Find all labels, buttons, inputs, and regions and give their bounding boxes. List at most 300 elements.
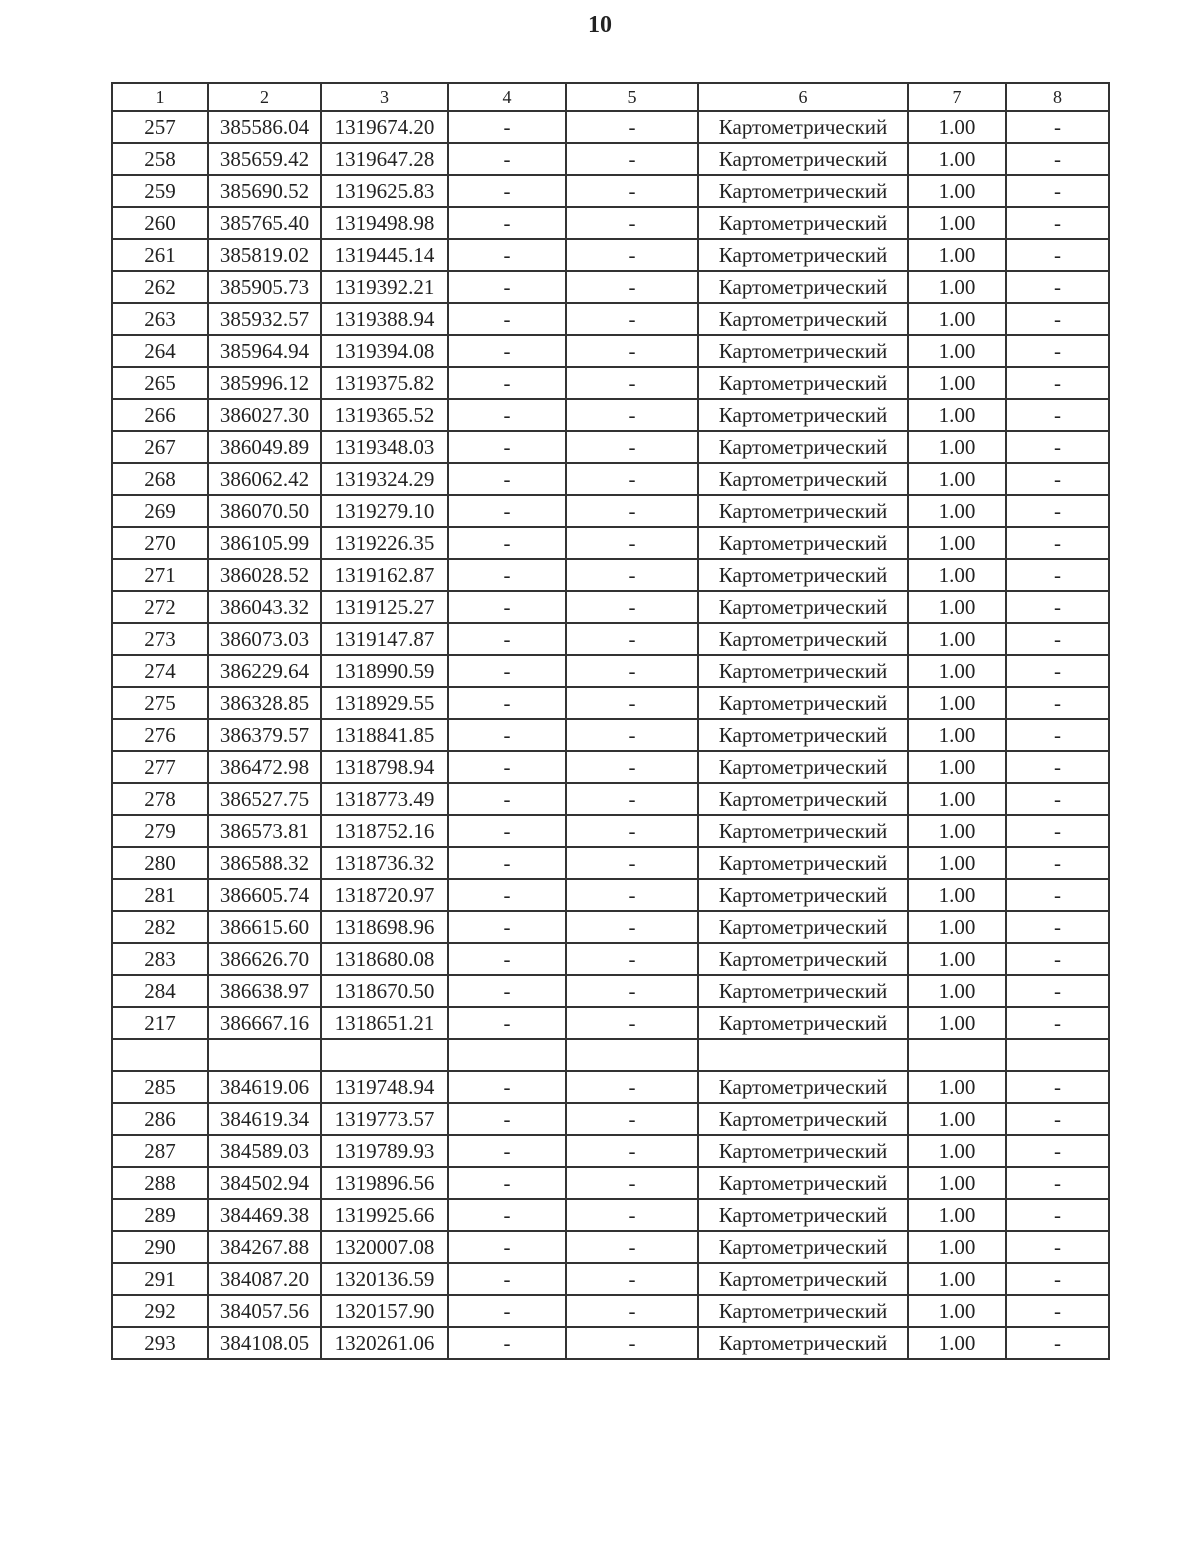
col5-cell: - [566,847,698,879]
col5-cell: - [566,687,698,719]
col5-cell: - [566,655,698,687]
col4-cell: - [448,239,566,271]
accuracy-cell: 1.00 [908,1199,1006,1231]
method-cell: Картометрический [698,623,908,655]
method-cell: Картометрический [698,335,908,367]
col4-cell [448,1039,566,1071]
table-row [112,143,1109,175]
x-coordinate-cell: 386379.57 [208,719,321,751]
col4-cell: - [448,815,566,847]
method-cell: Картометрический [698,719,908,751]
col8-cell: - [1006,111,1109,143]
method-cell: Картометрический [698,1103,908,1135]
table-row [112,943,1109,975]
col5-cell: - [566,431,698,463]
col5-cell: - [566,271,698,303]
accuracy-cell: 1.00 [908,207,1006,239]
col8-cell: - [1006,1135,1109,1167]
col5-cell: - [566,1103,698,1135]
x-coordinate-cell: 386588.32 [208,847,321,879]
x-coordinate-cell: 384469.38 [208,1199,321,1231]
y-coordinate-cell: 1319226.35 [321,527,448,559]
y-coordinate-cell: 1319773.57 [321,1103,448,1135]
table-row [112,719,1109,751]
accuracy-cell [908,1039,1006,1071]
table-row [112,1231,1109,1263]
x-coordinate-cell: 384619.06 [208,1071,321,1103]
x-coordinate-cell: 386105.99 [208,527,321,559]
point-number-cell: 259 [112,175,208,207]
col8-cell: - [1006,175,1109,207]
x-coordinate-cell: 386328.85 [208,687,321,719]
table-row [112,911,1109,943]
col8-cell: - [1006,335,1109,367]
y-coordinate-cell: 1319625.83 [321,175,448,207]
table-row [112,1135,1109,1167]
point-number-cell: 267 [112,431,208,463]
y-coordinate-cell: 1318841.85 [321,719,448,751]
col5-cell: - [566,239,698,271]
y-coordinate-cell [321,1039,448,1071]
col5-cell: - [566,111,698,143]
y-coordinate-cell: 1318670.50 [321,975,448,1007]
y-coordinate-cell: 1319348.03 [321,431,448,463]
x-coordinate-cell: 385819.02 [208,239,321,271]
method-cell: Картометрический [698,271,908,303]
method-cell: Картометрический [698,1327,908,1359]
col4-cell: - [448,303,566,335]
col8-cell: - [1006,367,1109,399]
method-cell: Картометрический [698,1199,908,1231]
col8-cell: - [1006,719,1109,751]
y-coordinate-cell: 1318990.59 [321,655,448,687]
x-coordinate-cell: 384108.05 [208,1327,321,1359]
table-row [112,111,1109,143]
point-number-cell: 274 [112,655,208,687]
point-number-cell: 276 [112,719,208,751]
accuracy-cell: 1.00 [908,143,1006,175]
header-row [112,83,1109,111]
point-number-cell: 291 [112,1263,208,1295]
col4-cell: - [448,271,566,303]
point-number-cell: 292 [112,1295,208,1327]
method-cell: Картометрический [698,143,908,175]
point-number-cell: 275 [112,687,208,719]
point-number-cell: 271 [112,559,208,591]
col8-cell: - [1006,431,1109,463]
y-coordinate-cell: 1319365.52 [321,399,448,431]
y-coordinate-cell: 1319162.87 [321,559,448,591]
accuracy-cell: 1.00 [908,687,1006,719]
method-cell: Картометрический [698,1263,908,1295]
col5-cell: - [566,591,698,623]
point-number-cell: 265 [112,367,208,399]
col4-cell: - [448,911,566,943]
x-coordinate-cell: 386638.97 [208,975,321,1007]
col5-cell: - [566,175,698,207]
table-row [112,623,1109,655]
accuracy-cell: 1.00 [908,1007,1006,1039]
col4-cell: - [448,783,566,815]
col8-cell: - [1006,1231,1109,1263]
col8-cell: - [1006,527,1109,559]
x-coordinate-cell: 385586.04 [208,111,321,143]
accuracy-cell: 1.00 [908,111,1006,143]
accuracy-cell: 1.00 [908,239,1006,271]
method-cell: Картометрический [698,1007,908,1039]
col5-cell: - [566,815,698,847]
page-number: 10 [588,12,612,38]
col4-cell: - [448,1135,566,1167]
column-header: 2 [208,83,321,111]
col4-cell: - [448,655,566,687]
col4-cell: - [448,719,566,751]
point-number-cell: 268 [112,463,208,495]
col5-cell: - [566,1007,698,1039]
col5-cell: - [566,1327,698,1359]
x-coordinate-cell: 386667.16 [208,1007,321,1039]
col5-cell: - [566,367,698,399]
point-number-cell: 286 [112,1103,208,1135]
method-cell: Картометрический [698,239,908,271]
method-cell: Картометрический [698,911,908,943]
column-header: 6 [698,83,908,111]
col4-cell: - [448,1071,566,1103]
method-cell: Картометрический [698,943,908,975]
method-cell: Картометрический [698,207,908,239]
col5-cell: - [566,719,698,751]
method-cell [698,1039,908,1071]
y-coordinate-cell: 1318798.94 [321,751,448,783]
y-coordinate-cell: 1319392.21 [321,271,448,303]
table-row [112,751,1109,783]
col5-cell: - [566,1231,698,1263]
col5-cell: - [566,783,698,815]
y-coordinate-cell: 1318680.08 [321,943,448,975]
col5-cell: - [566,1263,698,1295]
table-row [112,815,1109,847]
method-cell: Картометрический [698,687,908,719]
method-cell: Картометрический [698,495,908,527]
accuracy-cell: 1.00 [908,303,1006,335]
x-coordinate-cell: 385996.12 [208,367,321,399]
table-row [112,1167,1109,1199]
col4-cell: - [448,1167,566,1199]
table-row [112,1039,1109,1071]
accuracy-cell: 1.00 [908,367,1006,399]
table-row [112,463,1109,495]
y-coordinate-cell: 1319375.82 [321,367,448,399]
accuracy-cell: 1.00 [908,1263,1006,1295]
table-row [112,239,1109,271]
table-row [112,431,1109,463]
col8-cell: - [1006,623,1109,655]
y-coordinate-cell: 1320136.59 [321,1263,448,1295]
point-number-cell: 284 [112,975,208,1007]
table-row [112,1327,1109,1359]
y-coordinate-cell: 1319147.87 [321,623,448,655]
method-cell: Картометрический [698,111,908,143]
col8-cell: - [1006,1103,1109,1135]
col5-cell: - [566,399,698,431]
method-cell: Картометрический [698,1135,908,1167]
method-cell: Картометрический [698,431,908,463]
x-coordinate-cell: 385690.52 [208,175,321,207]
column-header: 8 [1006,83,1109,111]
col8-cell: - [1006,399,1109,431]
y-coordinate-cell: 1318720.97 [321,879,448,911]
col4-cell: - [448,687,566,719]
table-row [112,527,1109,559]
col8-cell: - [1006,143,1109,175]
accuracy-cell: 1.00 [908,623,1006,655]
col4-cell: - [448,1007,566,1039]
point-number-cell [112,1039,208,1071]
col4-cell: - [448,1231,566,1263]
point-number-cell: 270 [112,527,208,559]
col5-cell: - [566,207,698,239]
y-coordinate-cell: 1320261.06 [321,1327,448,1359]
point-number-cell: 280 [112,847,208,879]
col4-cell: - [448,623,566,655]
col4-cell: - [448,943,566,975]
y-coordinate-cell: 1319125.27 [321,591,448,623]
col8-cell: - [1006,815,1109,847]
col8-cell: - [1006,271,1109,303]
point-number-cell: 279 [112,815,208,847]
accuracy-cell: 1.00 [908,815,1006,847]
table-row [112,687,1109,719]
method-cell: Картометрический [698,879,908,911]
col8-cell: - [1006,1167,1109,1199]
method-cell: Картометрический [698,303,908,335]
col8-cell: - [1006,207,1109,239]
accuracy-cell: 1.00 [908,719,1006,751]
accuracy-cell: 1.00 [908,559,1006,591]
accuracy-cell: 1.00 [908,751,1006,783]
col5-cell: - [566,943,698,975]
method-cell: Картометрический [698,591,908,623]
x-coordinate-cell: 386062.42 [208,463,321,495]
x-coordinate-cell: 386049.89 [208,431,321,463]
accuracy-cell: 1.00 [908,911,1006,943]
method-cell: Картометрический [698,1071,908,1103]
accuracy-cell: 1.00 [908,1295,1006,1327]
y-coordinate-cell: 1319748.94 [321,1071,448,1103]
col8-cell [1006,1039,1109,1071]
y-coordinate-cell: 1319674.20 [321,111,448,143]
y-coordinate-cell: 1319647.28 [321,143,448,175]
table-row [112,847,1109,879]
y-coordinate-cell: 1319498.98 [321,207,448,239]
method-cell: Картометрический [698,1167,908,1199]
x-coordinate-cell: 386043.32 [208,591,321,623]
y-coordinate-cell: 1318752.16 [321,815,448,847]
y-coordinate-cell: 1320007.08 [321,1231,448,1263]
point-number-cell: 288 [112,1167,208,1199]
column-header: 7 [908,83,1006,111]
point-number-cell: 282 [112,911,208,943]
y-coordinate-cell: 1318929.55 [321,687,448,719]
table-row [112,1263,1109,1295]
table-row [112,559,1109,591]
column-header: 5 [566,83,698,111]
x-coordinate-cell: 385659.42 [208,143,321,175]
table-row [112,1295,1109,1327]
col8-cell: - [1006,879,1109,911]
accuracy-cell: 1.00 [908,527,1006,559]
point-number-cell: 217 [112,1007,208,1039]
y-coordinate-cell: 1319925.66 [321,1199,448,1231]
point-number-cell: 257 [112,111,208,143]
col5-cell: - [566,1199,698,1231]
x-coordinate-cell: 386527.75 [208,783,321,815]
method-cell: Картометрический [698,815,908,847]
col5-cell: - [566,975,698,1007]
col5-cell: - [566,623,698,655]
x-coordinate-cell: 384589.03 [208,1135,321,1167]
col8-cell: - [1006,1263,1109,1295]
x-coordinate-cell: 386028.52 [208,559,321,591]
col4-cell: - [448,591,566,623]
coordinates-table [111,82,1110,1360]
col8-cell: - [1006,463,1109,495]
col4-cell: - [448,975,566,1007]
accuracy-cell: 1.00 [908,1167,1006,1199]
x-coordinate-cell: 386573.81 [208,815,321,847]
table-row [112,207,1109,239]
col5-cell: - [566,559,698,591]
x-coordinate-cell: 384057.56 [208,1295,321,1327]
method-cell: Картометрический [698,559,908,591]
point-number-cell: 287 [112,1135,208,1167]
accuracy-cell: 1.00 [908,1135,1006,1167]
column-header: 3 [321,83,448,111]
x-coordinate-cell: 385905.73 [208,271,321,303]
point-number-cell: 285 [112,1071,208,1103]
x-coordinate-cell: 385964.94 [208,335,321,367]
table-row [112,335,1109,367]
col8-cell: - [1006,975,1109,1007]
col4-cell: - [448,463,566,495]
y-coordinate-cell: 1319445.14 [321,239,448,271]
y-coordinate-cell: 1319324.29 [321,463,448,495]
y-coordinate-cell: 1319279.10 [321,495,448,527]
col8-cell: - [1006,239,1109,271]
point-number-cell: 283 [112,943,208,975]
table-row [112,1103,1109,1135]
accuracy-cell: 1.00 [908,591,1006,623]
y-coordinate-cell: 1318773.49 [321,783,448,815]
col5-cell: - [566,1167,698,1199]
accuracy-cell: 1.00 [908,399,1006,431]
col5-cell: - [566,1135,698,1167]
col5-cell: - [566,1071,698,1103]
col8-cell: - [1006,751,1109,783]
column-header: 4 [448,83,566,111]
col4-cell: - [448,527,566,559]
col4-cell: - [448,1263,566,1295]
col8-cell: - [1006,655,1109,687]
x-coordinate-cell: 386472.98 [208,751,321,783]
method-cell: Картометрический [698,399,908,431]
col5-cell: - [566,495,698,527]
y-coordinate-cell: 1319789.93 [321,1135,448,1167]
method-cell: Картометрический [698,1295,908,1327]
x-coordinate-cell: 384087.20 [208,1263,321,1295]
method-cell: Картометрический [698,975,908,1007]
col8-cell: - [1006,495,1109,527]
col8-cell: - [1006,1295,1109,1327]
accuracy-cell: 1.00 [908,1327,1006,1359]
accuracy-cell: 1.00 [908,655,1006,687]
col4-cell: - [448,367,566,399]
x-coordinate-cell: 384267.88 [208,1231,321,1263]
method-cell: Картометрический [698,751,908,783]
col4-cell: - [448,495,566,527]
col8-cell: - [1006,911,1109,943]
table-row [112,303,1109,335]
col4-cell: - [448,143,566,175]
col4-cell: - [448,431,566,463]
point-number-cell: 269 [112,495,208,527]
col8-cell: - [1006,847,1109,879]
method-cell: Картометрический [698,1231,908,1263]
col5-cell: - [566,463,698,495]
point-number-cell: 264 [112,335,208,367]
table-row [112,1007,1109,1039]
point-number-cell: 290 [112,1231,208,1263]
accuracy-cell: 1.00 [908,1103,1006,1135]
method-cell: Картометрический [698,783,908,815]
col8-cell: - [1006,943,1109,975]
col5-cell: - [566,751,698,783]
col8-cell: - [1006,303,1109,335]
table-row [112,495,1109,527]
method-cell: Картометрический [698,367,908,399]
x-coordinate-cell: 386626.70 [208,943,321,975]
y-coordinate-cell: 1319896.56 [321,1167,448,1199]
method-cell: Картометрический [698,655,908,687]
method-cell: Картометрический [698,463,908,495]
y-coordinate-cell: 1318698.96 [321,911,448,943]
table-row [112,879,1109,911]
col4-cell: - [448,1199,566,1231]
col4-cell: - [448,335,566,367]
table-body [112,111,1109,1359]
x-coordinate-cell: 384619.34 [208,1103,321,1135]
accuracy-cell: 1.00 [908,783,1006,815]
point-number-cell: 272 [112,591,208,623]
col5-cell: - [566,143,698,175]
table-row [112,367,1109,399]
accuracy-cell: 1.00 [908,175,1006,207]
method-cell: Картометрический [698,527,908,559]
table-row [112,655,1109,687]
col8-cell: - [1006,687,1109,719]
point-number-cell: 263 [112,303,208,335]
point-number-cell: 261 [112,239,208,271]
point-number-cell: 262 [112,271,208,303]
y-coordinate-cell: 1318736.32 [321,847,448,879]
y-coordinate-cell: 1320157.90 [321,1295,448,1327]
col4-cell: - [448,175,566,207]
col5-cell: - [566,911,698,943]
point-number-cell: 289 [112,1199,208,1231]
accuracy-cell: 1.00 [908,943,1006,975]
accuracy-cell: 1.00 [908,1071,1006,1103]
table-row [112,783,1109,815]
